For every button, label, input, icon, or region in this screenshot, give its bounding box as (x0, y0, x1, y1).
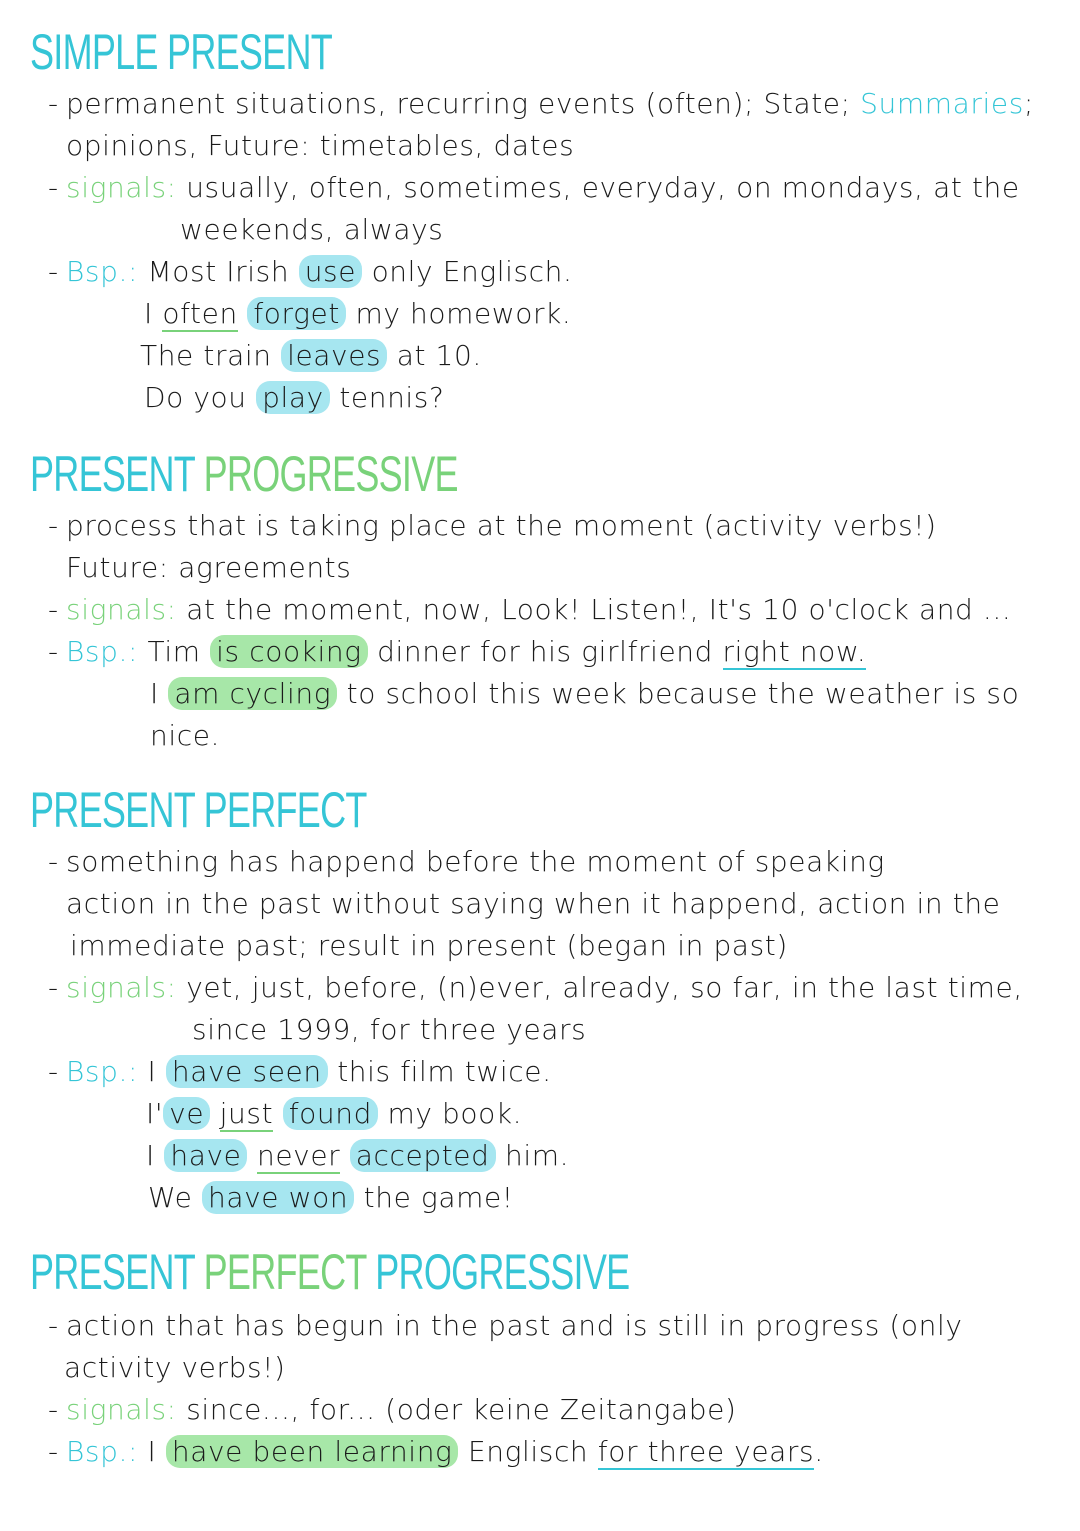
signals-text: at the moment, now, Look! Listen!, It's 10 o'clock and ... (186, 593, 1012, 626)
signals-label: signals: (66, 971, 177, 1004)
example-text: only Englisch. (362, 255, 573, 288)
example-text: him. (495, 1139, 570, 1172)
signals-text: since..., for... (oder keine Zeitangabe) (186, 1393, 737, 1426)
example-text: I' (146, 1097, 164, 1130)
example-line (144, 294, 571, 334)
example-text: Most Irish (147, 255, 299, 288)
example-text: We (148, 1181, 202, 1214)
spacer (247, 1139, 257, 1172)
signals-line: since 1999, for three years (192, 1013, 587, 1046)
signals-label: signals: (66, 171, 177, 204)
example-text: I (150, 677, 169, 710)
heading-word: PERFECT (203, 1244, 366, 1300)
example-line: - Bsp.: I have seen this film twice. (48, 1055, 552, 1088)
signals-line: - signals: since..., for... (oder keine Zeitangabe) (48, 1393, 737, 1426)
usage-text: process that is taking place at the moment (activity verbs!) (66, 509, 937, 542)
usage-line: immediate past; result in present (began in past) (70, 929, 788, 962)
signal-underline: for three years (597, 1435, 815, 1468)
example-text: Do you (144, 381, 257, 414)
signals-label: signals: (66, 593, 177, 626)
example-text: I (147, 1055, 166, 1088)
signals-text: yet, just, before, (n)ever, already, so far, in the last time, (186, 971, 1023, 1004)
signals-text: usually, often, sometimes, everyday, on mondays, at the (186, 171, 1020, 204)
example-text: tennis? (329, 381, 445, 414)
example-text: I (144, 297, 163, 330)
spacer (273, 1097, 283, 1130)
heading-simple-present (30, 24, 332, 80)
verb-highlight: ve (163, 1097, 210, 1130)
bsp-label: Bsp.: (66, 635, 139, 668)
spacer (210, 1097, 220, 1130)
signals-line: - signals: at the moment, now, Look! Listen!, It's 10 o'clock and ... (48, 593, 1012, 626)
verb-highlight: forget (247, 297, 346, 330)
bsp-label: Bsp.: (66, 255, 139, 288)
example-text: dinner for his girlfriend (367, 635, 723, 668)
usage-line: action in the past without saying when it happend, action in the (66, 887, 1001, 920)
usage-line: opinions, Future: timetables, dates (66, 129, 575, 162)
usage-line: - process that is taking place at the moment (activity verbs!) (48, 509, 937, 542)
example-line (140, 336, 482, 376)
example-text: my book. (377, 1097, 523, 1130)
example-line: - Bsp.: I have been learning Englisch for three years. (48, 1435, 824, 1468)
usage-text: action that has begun in the past and is still in progress (only (66, 1309, 963, 1342)
verb-highlight: accepted (350, 1139, 496, 1172)
example-text: I (146, 1139, 165, 1172)
heading-word: PRESENT (30, 446, 195, 502)
example-line: - Bsp.: Most Irish use only Englisch. (48, 255, 573, 288)
example-line: - Bsp.: Tim is cooking dinner for his girlfriend right now. (48, 635, 867, 668)
example-text: I (147, 1435, 166, 1468)
example-text: Tim (147, 635, 211, 668)
heading-word: PRESENT (30, 1244, 195, 1300)
heading-word: PERFECT (203, 782, 367, 838)
verb-highlight: play (256, 381, 330, 414)
example-text: the game! (354, 1181, 514, 1214)
heading-word: PROGRESSIVE (375, 1244, 630, 1300)
signals-line: weekends, always (180, 213, 444, 246)
verb-highlight: am cycling (168, 677, 337, 710)
heading-present-perfect-progressive (30, 1244, 629, 1300)
example-line (144, 378, 444, 418)
signal-underline: just (219, 1097, 274, 1130)
example-line (146, 1136, 569, 1176)
signals-line: - signals: yet, just, before, (n)ever, already, so far, in the last time, (48, 971, 1023, 1004)
usage-text: ; (1023, 87, 1034, 120)
usage-text: permanent situations, recurring events (often); State; (66, 87, 861, 120)
example-line (148, 1178, 514, 1218)
verb-highlight: have won (202, 1181, 354, 1214)
bsp-label: Bsp.: (66, 1055, 139, 1088)
verb-highlight: have seen (166, 1055, 328, 1088)
verb-highlight: have (164, 1139, 247, 1172)
signal-underline: right now. (722, 635, 867, 668)
usage-line: - action that has begun in the past and is still in progress (only (48, 1309, 963, 1342)
usage-line: - something has happend before the moment of speaking (48, 845, 885, 878)
verb-highlight: found (283, 1097, 378, 1130)
bsp-label: Bsp.: (66, 1435, 139, 1468)
usage-line: - permanent situations, recurring events (often); State; Summaries; (48, 87, 1034, 120)
example-text: at 10. (387, 339, 482, 372)
example-text: Englisch (458, 1435, 598, 1468)
signals-label: signals: (66, 1393, 177, 1426)
example-text: this film twice. (327, 1055, 552, 1088)
heading-present-perfect (30, 782, 367, 838)
signals-line: - signals: usually, often, sometimes, everyday, on mondays, at the (48, 171, 1020, 204)
example-text: The train (140, 339, 282, 372)
heading-word: PROGRESSIVE (203, 446, 458, 502)
spacer (340, 1139, 350, 1172)
example-text: to school this week because the weather is so (337, 677, 1020, 710)
heading-word: PRESENT (30, 782, 195, 838)
verb-highlight: is cooking (210, 635, 367, 668)
usage-line: Future: agreements (66, 551, 352, 584)
verb-highlight: have been learning (166, 1435, 459, 1468)
verb-highlight: use (299, 255, 362, 288)
usage-line: activity verbs!) (64, 1351, 286, 1384)
signal-underline: often (162, 297, 238, 330)
spacer (238, 297, 248, 330)
example-line (150, 674, 1019, 714)
usage-accent: Summaries (860, 87, 1024, 120)
heading-word: PRESENT (167, 24, 333, 80)
signal-underline: never (256, 1139, 341, 1172)
verb-highlight: leaves (281, 339, 387, 372)
example-line (146, 1094, 522, 1134)
example-text: . (814, 1435, 824, 1468)
usage-text: something has happend before the moment of speaking (66, 845, 885, 878)
example-line: nice. (150, 719, 221, 752)
example-text: my homework. (345, 297, 572, 330)
heading-present-progressive (30, 446, 458, 502)
heading-word: SIMPLE (30, 24, 158, 80)
